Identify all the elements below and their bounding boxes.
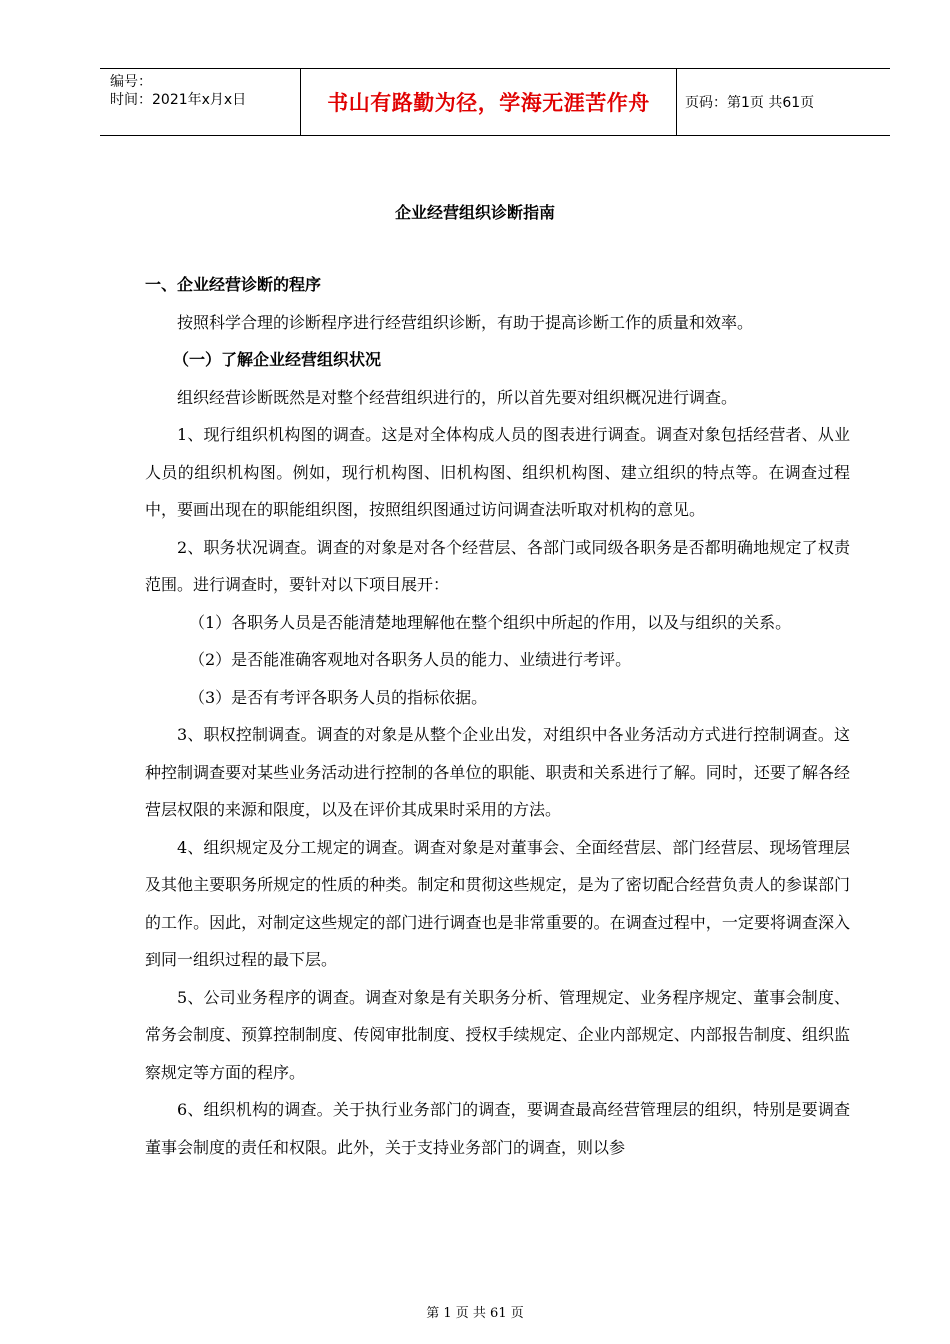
paragraph: 按照科学合理的诊断程序进行经营组织诊断，有助于提高诊断工作的质量和效率。 <box>177 312 754 332</box>
number-label: 编号： <box>110 74 152 90</box>
time-label: 时间：2021年x月x日 <box>110 92 247 108</box>
header-meta-cell <box>100 69 301 135</box>
document-title: 企业经营组织诊断指南 <box>394 203 555 222</box>
document-header <box>100 68 890 136</box>
list-item: （3）是否有考评各职务人员的指标依据。 <box>189 687 488 707</box>
header-motto-cell <box>301 69 677 135</box>
paragraph: 组织经营诊断既然是对整个经营组织进行的，所以首先要对组织概况进行调查。 <box>177 387 738 407</box>
paragraph: 1、现行组织机构图的调查。这是对全体构成人员的图表进行调查。调查对象包括经营者、从业人员的组织机构图。例如，现行机构图、旧机构图、组织机构图、建立组织的特点等。在调查过程中，要画出现在的职能组织图，按照组织图通过访问调查法听取对机构的意见。 <box>145 425 850 519</box>
paragraph: 3、职权控制调查。调查的对象是从整个企业出发，对组织中各业务活动方式进行控制调查。这种控制调查要对某些业务活动进行控制的各单位的职能、职责和关系进行了解。同时，还要了解各经营层权限的来源和限度，以及在评价其成果时采用的方法。 <box>145 725 850 819</box>
paragraph: 5、公司业务程序的调查。调查对象是有关职务分析、管理规定、业务程序规定、董事会制度、常务会制度、预算控制制度、传阅审批制度、授权手续规定、企业内部规定、内部报告制度、组织监察规定等方面的程序。 <box>145 987 850 1082</box>
page-footer: 第 1 页 共 61 页 <box>426 1306 524 1321</box>
document-body <box>145 266 850 1166</box>
list-item: （1）各职务人员是否能清楚地理解他在整个组织中所起的作用，以及与组织的关系。 <box>189 612 792 632</box>
list-item: （2）是否能准确客观地对各职务人员的能力、业绩进行考评。 <box>189 650 632 669</box>
subsection-heading: （一）了解企业经营组织状况 <box>173 350 382 369</box>
paragraph: 6、组织机构的调查。关于执行业务部门的调查，要调查最高经营管理层的组织，特别是要调查董事会制度的责任和权限。此外，关于支持业务部门的调查，则以参 <box>145 1100 850 1157</box>
paragraph: 4、组织规定及分工规定的调查。调查对象是对董事会、全面经营层、部门经营层、现场管理层及其他主要职务所规定的性质的种类。制定和贯彻这些规定，是为了密切配合经营负责人的参谋部门的工作。因此，对制定这些规定的部门进行调查也是非常重要的。在调查过程中，一定要将调查深入到同一组织过程的最下层。 <box>145 837 850 969</box>
header-page-info: 页码：第1页 共61页 <box>685 95 815 111</box>
paragraph: 2、职务状况调查。调查的对象是对各个经营层、各部门或同级各职务是否都明确地规定了权责范围。进行调查时，要针对以下项目展开： <box>145 537 850 594</box>
header-motto: 书山有路勤为径，学海无涯苦作舟 <box>327 91 650 115</box>
section-heading: 一、企业经营诊断的程序 <box>145 275 322 294</box>
header-page-cell <box>677 69 890 135</box>
